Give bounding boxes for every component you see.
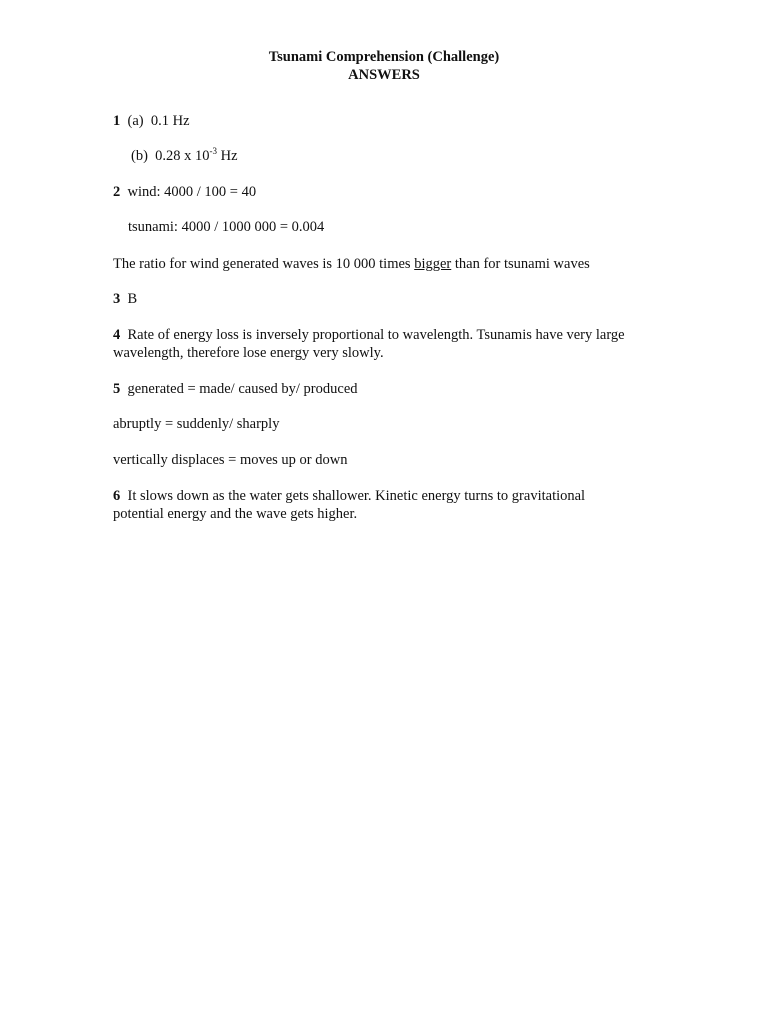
answer-4-line2: wavelength, therefore lose energy very slowly. <box>113 345 384 361</box>
answer-text: Rate of energy loss is inversely proportional to wavelength. Tsunamis have very large <box>127 327 625 343</box>
answer-5-abruptly: abruptly = suddenly/ sharply <box>113 416 280 432</box>
answer-1a <box>113 112 673 130</box>
answer-2-tsunami: tsunami: 4000 / 1000 000 = 0.004 <box>128 219 325 235</box>
answer-value: 0.1 Hz <box>150 113 190 129</box>
answer-value-unit: Hz <box>217 148 238 164</box>
question-number: 6 <box>113 488 121 504</box>
answer-5-vertically: vertically displaces = moves up or down <box>113 452 348 468</box>
part-label: (a) <box>127 113 144 129</box>
question-number: 1 <box>113 113 121 129</box>
part-label: (b) <box>131 148 148 164</box>
answer-6-line1 <box>113 487 673 505</box>
document-title: Tsunami Comprehension (Challenge) <box>268 49 500 65</box>
answer-value-exponent: -3 <box>209 146 218 156</box>
answer-text: wind: 4000 / 100 = 40 <box>127 184 257 200</box>
ratio-text-end: than for tsunami waves <box>451 256 590 272</box>
answer-3 <box>113 290 673 308</box>
ratio-underlined: bigger <box>414 256 452 272</box>
answer-2-wind <box>113 183 673 201</box>
answer-4-line1 <box>113 326 673 344</box>
answer-text: It slows down as the water gets shallower. Kinetic energy turns to gravitational <box>127 488 586 504</box>
answer-text: generated = made/ caused by/ produced <box>127 381 358 397</box>
question-number: 2 <box>113 184 121 200</box>
question-number: 4 <box>113 327 121 343</box>
document-subtitle: ANSWERS <box>348 67 420 83</box>
answer-2-ratio <box>113 255 673 273</box>
answer-6-line2: potential energy and the wave gets higher. <box>113 506 358 522</box>
question-number: 3 <box>113 291 121 307</box>
ratio-text: The ratio for wind generated waves is 10 000 times <box>113 256 415 272</box>
answer-text: B <box>127 291 138 307</box>
answer-value-base: 0.28 x 10 <box>155 148 210 164</box>
question-number: 5 <box>113 381 121 397</box>
answer-1b <box>131 147 691 165</box>
answer-5-generated <box>113 380 673 398</box>
